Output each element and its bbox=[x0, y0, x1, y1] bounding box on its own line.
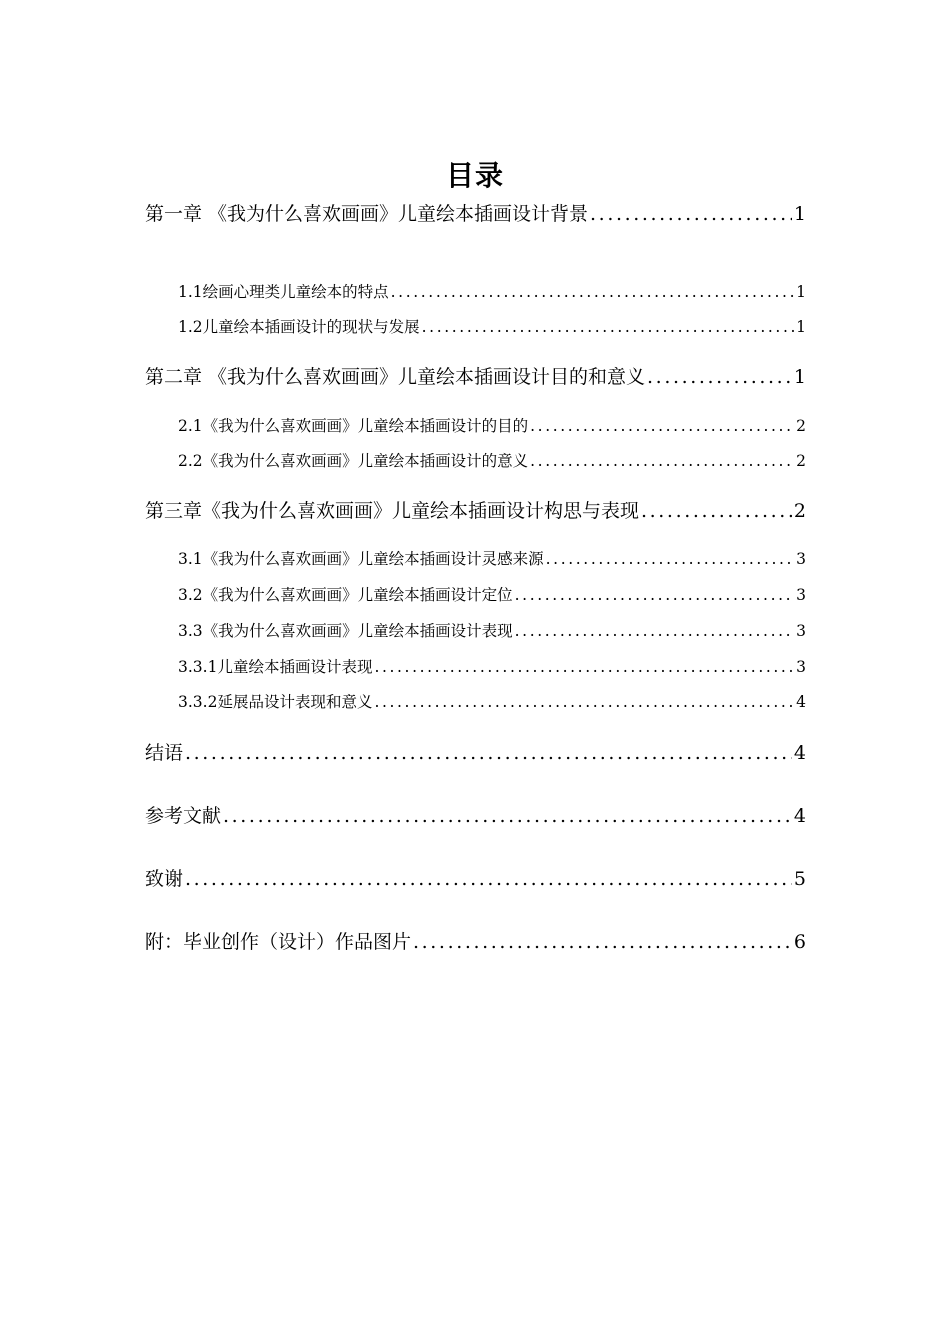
toc-entry-label: 3.3.2延展品设计表现和意义 bbox=[178, 693, 373, 711]
toc-entry-label: 2.2《我为什么喜欢画画》儿童绘本插画设计的意义 bbox=[178, 452, 529, 470]
toc-entry-label: 3.2《我为什么喜欢画画》儿童绘本插画设计定位 bbox=[178, 586, 513, 604]
toc-page-number: 1 bbox=[796, 283, 806, 301]
toc-page-number: 1 bbox=[793, 203, 806, 225]
dot-leader bbox=[422, 316, 794, 338]
toc-entry-references[interactable] bbox=[145, 803, 806, 829]
toc-entry-conclusion[interactable] bbox=[145, 740, 806, 766]
dot-leader bbox=[515, 620, 794, 642]
dot-leader bbox=[515, 584, 794, 606]
toc-entry-label: 1.2儿童绘本插画设计的现状与发展 bbox=[178, 318, 420, 336]
dot-leader bbox=[185, 866, 792, 892]
toc-entry-label: 3.3.1儿童绘本插画设计表现 bbox=[178, 658, 373, 676]
toc-entry-section-3-3[interactable] bbox=[178, 620, 806, 642]
dot-leader bbox=[413, 929, 792, 955]
toc-entry-label: 第三章《我为什么喜欢画画》儿童绘本插画设计构思与表现 bbox=[145, 500, 640, 522]
toc-page-number: 3 bbox=[796, 586, 806, 604]
toc-page-number: 1 bbox=[796, 318, 806, 336]
toc-entry-section-1-1[interactable] bbox=[178, 281, 806, 303]
toc-entry-label: 3.1《我为什么喜欢画画》儿童绘本插画设计灵感来源 bbox=[178, 550, 544, 568]
toc-entry-label: 结语 bbox=[145, 742, 184, 764]
dot-leader bbox=[391, 281, 794, 303]
toc-entry-section-3-3-2[interactable] bbox=[178, 691, 806, 713]
dot-leader bbox=[641, 498, 792, 524]
dot-leader bbox=[223, 803, 792, 829]
toc-page-number: 5 bbox=[793, 868, 806, 890]
toc-page-number: 3 bbox=[796, 550, 806, 568]
toc-entry-label: 3.3《我为什么喜欢画画》儿童绘本插画设计表现 bbox=[178, 622, 513, 640]
toc-entry-label: 致谢 bbox=[145, 868, 184, 890]
dot-leader bbox=[374, 691, 794, 713]
toc-entry-acknowledgements[interactable] bbox=[145, 866, 806, 892]
toc-page-number: 1 bbox=[793, 366, 806, 388]
toc-entry-appendix[interactable] bbox=[145, 929, 806, 955]
toc-page-number: 2 bbox=[796, 452, 806, 470]
toc-entry-label: 参考文献 bbox=[145, 805, 222, 827]
toc-title: 目录 bbox=[445, 159, 504, 192]
toc-page-number: 2 bbox=[793, 500, 806, 522]
dot-leader bbox=[546, 548, 794, 570]
dot-leader bbox=[374, 656, 794, 678]
toc-entry-label: 1.1绘画心理类儿童绘本的特点 bbox=[178, 283, 389, 301]
toc-page-number: 4 bbox=[793, 742, 806, 764]
toc-entry-label: 第二章 《我为什么喜欢画画》儿童绘本插画设计目的和意义 bbox=[145, 366, 646, 388]
toc-entry-section-2-2[interactable] bbox=[178, 450, 806, 472]
dot-leader bbox=[647, 364, 792, 390]
toc-page-number: 3 bbox=[796, 658, 806, 676]
toc-page-number: 2 bbox=[796, 417, 806, 435]
toc-entry-section-1-2[interactable] bbox=[178, 316, 806, 338]
toc-entry-section-3-3-1[interactable] bbox=[178, 656, 806, 678]
toc-entry-label: 第一章 《我为什么喜欢画画》儿童绘本插画设计背景 bbox=[145, 203, 589, 225]
toc-entry-label: 2.1《我为什么喜欢画画》儿童绘本插画设计的目的 bbox=[178, 417, 529, 435]
toc-entry-section-3-1[interactable] bbox=[178, 548, 806, 570]
toc-page-number: 4 bbox=[796, 693, 806, 711]
toc-entry-label: 附：毕业创作（设计）作品图片 bbox=[145, 931, 412, 953]
dot-leader bbox=[185, 740, 792, 766]
toc-page-number: 6 bbox=[793, 931, 806, 953]
dot-leader bbox=[590, 201, 792, 227]
toc-entry-section-2-1[interactable] bbox=[178, 415, 806, 437]
dot-leader bbox=[530, 415, 794, 437]
dot-leader bbox=[530, 450, 794, 472]
toc-entry-chapter-2[interactable] bbox=[145, 364, 806, 390]
toc-page-number: 4 bbox=[793, 805, 806, 827]
toc-entry-section-3-2[interactable] bbox=[178, 584, 806, 606]
toc-entry-chapter-3[interactable] bbox=[145, 498, 806, 524]
toc-page-number: 3 bbox=[796, 622, 806, 640]
toc-entry-chapter-1[interactable] bbox=[145, 201, 806, 227]
